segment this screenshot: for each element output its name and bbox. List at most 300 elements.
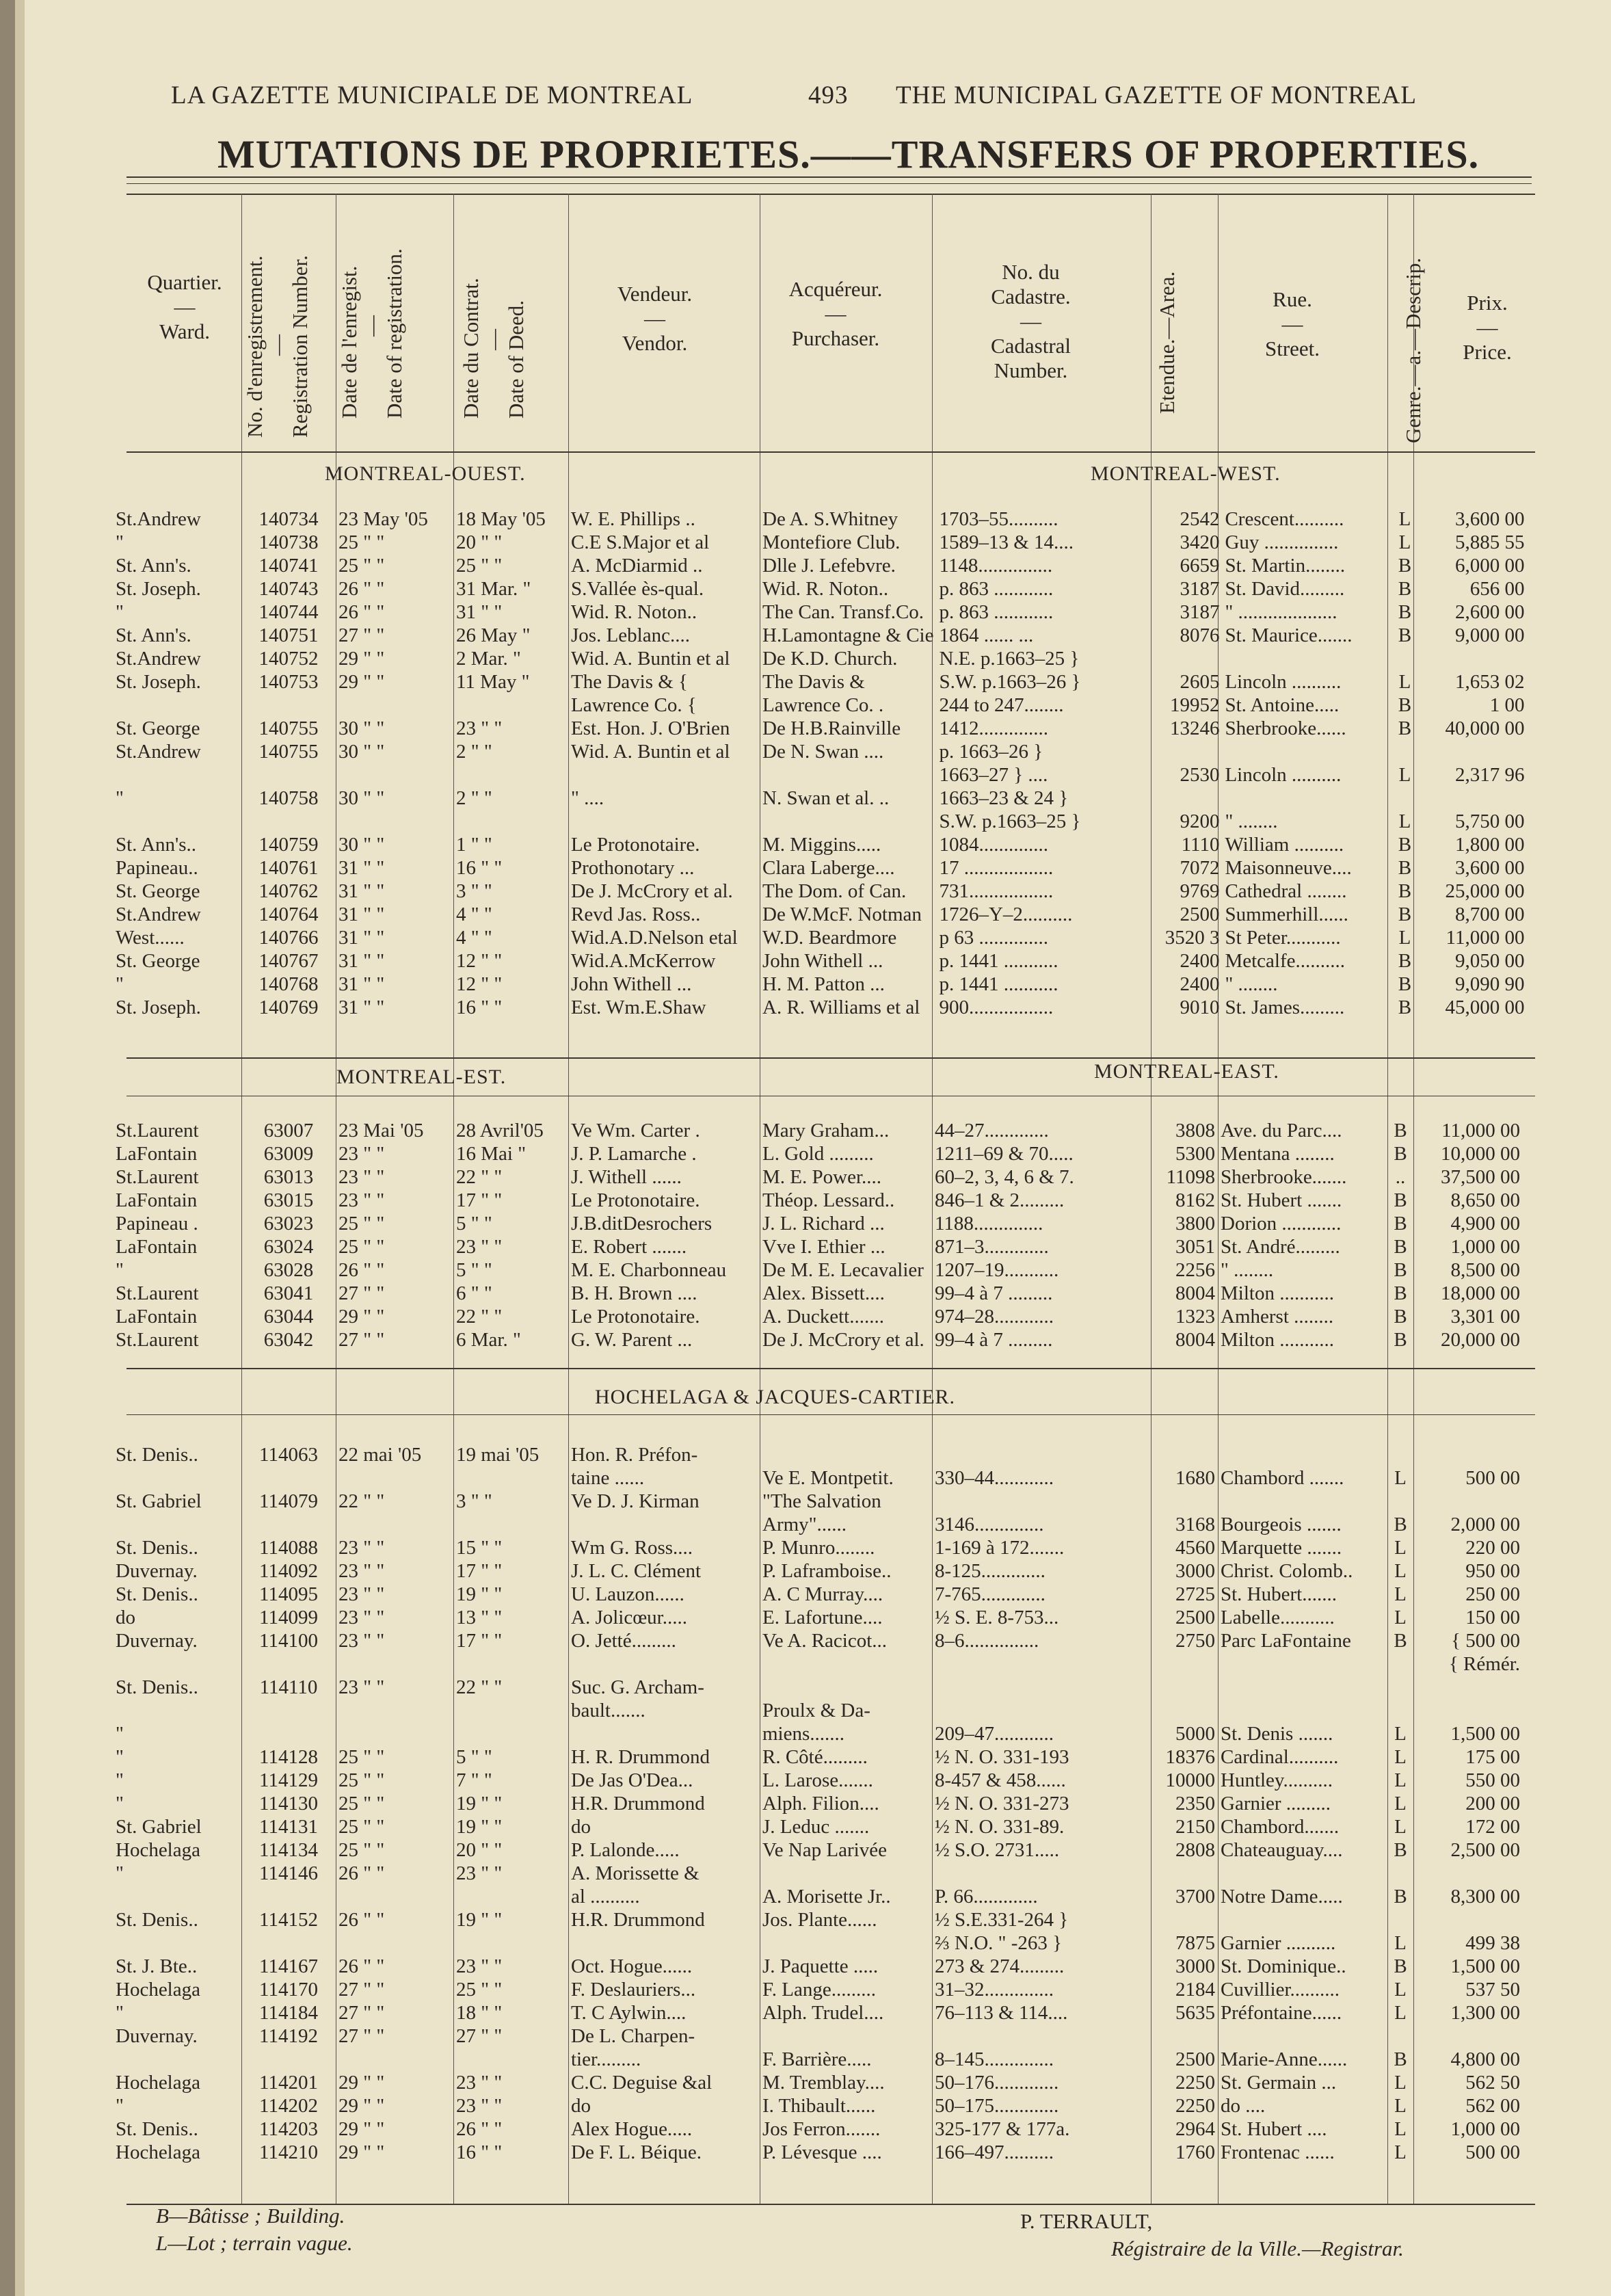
cell-purchaser [760,1931,932,1955]
cell-area [1155,740,1222,763]
cell-area: 5635 [1175,2002,1215,2024]
cell-deed-date: 25 " " [456,555,503,577]
cell-ward: " [116,1259,124,1281]
cell-reg-date: 26 " " [338,1909,385,1931]
cell-street [1218,1652,1387,1676]
cell-vendor: J. P. Lamarche . [571,1143,697,1165]
cell-purchaser: N. Swan et al. .. [762,787,890,809]
col-purchaser-fr: Acquéreur. [788,277,883,301]
cell-price: 220 00 [1465,1537,1520,1559]
col-purchaser-dash: — [825,302,847,326]
cell-reg-no: 140759 [258,834,319,856]
table-row [113,1769,1523,1792]
cell-street: Huntley.......... [1221,1769,1333,1791]
cell-descr: B [1394,1120,1407,1142]
cell-descr: B [1398,857,1412,879]
cell-area [1151,2024,1218,2048]
table-row [113,1282,1523,1305]
cell-reg-date: 31 " " [338,997,385,1018]
col-deeddate-en: Date of Deed. [504,300,528,419]
cell-reg-no [241,1513,336,1536]
cell-ward: St.Andrew [116,648,201,670]
cell-cadastre: 1148............... [939,555,1053,577]
cell-vendor: J.B.ditDesrochers [571,1213,713,1235]
cell-vendor: De F. L. Béique. [571,2141,702,2163]
cell-street: St. Maurice....... [1225,624,1353,646]
cell-street: Chambord ....... [1221,1467,1344,1489]
cell-deed-date: 1 " " [456,834,492,856]
table-row [113,833,1527,856]
cell-descr: L [1394,1979,1407,2001]
cell-reg-no: 63013 [263,1166,314,1188]
cell-vendor: H.R. Drummond [571,1909,705,1931]
cell-area: 2808 [1175,1839,1215,1861]
col-cadastre-3: Cadastral [990,334,1071,358]
cell-reg-date: 23 " " [338,1676,385,1698]
cell-reg-date: 29 " " [338,2141,385,2163]
cell-ward: " [116,787,124,809]
cell-deed-date: 23 " " [456,1955,503,1977]
cell-vendor: A. McDiarmid .. [571,555,703,577]
cell-deed-date: 19 " " [456,1909,503,1931]
cell-ward: " [116,1746,124,1768]
table-row [113,810,1527,833]
cell-street: Mentana ........ [1221,1143,1335,1165]
cell-street: do .... [1221,2095,1266,2117]
cell-area [1151,1699,1218,1722]
cell-deed-date: 23 " " [456,2072,503,2094]
table-row [113,1838,1523,1862]
section-west-label-fr: MONTREAL-OUEST. [325,462,526,485]
cell-reg-no: 140741 [258,555,319,577]
cell-price: 550 00 [1465,1769,1520,1791]
cell-purchaser: The Can. Transf.Co. [762,601,924,623]
cell-cadastre: ⅔ N.O. " -263 } [935,1932,1063,1954]
cell-cadastre: ½ S.E.331-264 } [935,1909,1069,1931]
cell-reg-no: 114202 [259,2095,318,2117]
cell-reg-date: 25 " " [338,531,385,553]
cell-cadastre: p. 1663–26 } [939,741,1043,763]
cell-cadastre: 44–27............. [935,1120,1049,1142]
cell-price: 500 00 [1465,1467,1520,1489]
cell-ward: St. Gabriel [116,1490,202,1512]
cell-street [1218,1862,1387,1885]
cell-street: Christ. Colomb.. [1221,1560,1353,1582]
cell-reg-no: 140734 [258,508,319,530]
cell-purchaser [760,810,936,833]
title-rule-thin [127,183,1532,184]
cell-ward: St. George [116,717,200,739]
cell-reg-no: 140752 [258,648,319,670]
cell-price: 499 38 [1465,1932,1520,1954]
cell-street [1222,787,1392,810]
cell-cadastre: p. 863 ............ [939,601,1054,623]
cell-descr: B [1394,1143,1407,1165]
cell-purchaser: Ve E. Montpetit. [762,1467,894,1489]
table-row [113,763,1527,787]
cell-reg-no: 114095 [259,1583,318,1605]
cell-ward: St. J. Bte.. [116,1955,198,1977]
cell-deed-date: 23 " " [456,717,503,739]
cell-purchaser: Jos. Plante...... [762,1909,877,1931]
cell-ward: LaFontain [116,1306,198,1328]
cell-price: 250 00 [1465,1583,1520,1605]
cell-vendor: F. Deslauriers... [571,1979,696,2001]
cell-reg-date [336,1652,453,1676]
cell-descr: B [1394,1886,1407,1908]
cell-reg-no: 114063 [259,1444,318,1466]
cell-cadastre: 8-457 & 458...... [935,1769,1066,1791]
cell-descr: L [1394,1769,1407,1791]
cell-purchaser: P. Laframboise.. [762,1560,892,1582]
cell-purchaser: De J. McCrory et al. [762,1329,924,1351]
cell-cadastre: 7-765............. [935,1583,1046,1605]
cell-reg-date: 31 " " [338,927,385,949]
cell-deed-date [453,1652,568,1676]
cell-street [1222,647,1392,670]
col-vendor-fr: Vendeur. [617,282,693,306]
cell-area: 2605 [1180,671,1220,693]
cell-ward: Duvernay. [116,2025,198,2047]
cell-street: St. David......... [1225,578,1345,600]
cell-reg-no: 140766 [258,927,319,949]
cell-reg-no: 114167 [259,1955,318,1977]
cell-purchaser: M. Tremblay.... [762,2072,885,2094]
cell-vendor: A. Morissette & [571,1862,700,1884]
cell-cadastre: N.E. p.1663–25 } [939,648,1080,670]
cell-area [1155,647,1222,670]
cell-cadastre [932,1699,1151,1722]
running-head-right: THE MUNICIPAL GAZETTE OF MONTREAL [896,81,1417,109]
cell-vendor: Le Protonotaire. [571,834,700,856]
cell-purchaser: F. Lange......... [762,1979,877,2001]
cell-area: 9200 [1180,810,1220,832]
table-row [113,1443,1523,1466]
cell-price: 175 00 [1465,1746,1520,1768]
cell-vendor [568,810,760,833]
cell-cadastre: 1084.............. [939,834,1048,856]
cell-cadastre: 17 .................. [939,857,1054,879]
cell-street: " .................... [1225,601,1337,623]
cell-vendor: The Davis & { [571,671,688,693]
cell-reg-date: 30 " " [338,717,385,739]
table-row [113,670,1527,694]
cell-area: 3187 [1180,578,1220,600]
cell-reg-date: 25 " " [338,1236,385,1258]
cell-area: 3520 3 [1164,927,1220,949]
cell-cadastre: 31–32.............. [935,1979,1054,2001]
cell-area: 2725 [1175,1583,1215,1605]
cell-ward: " [116,2095,124,2117]
west-transfers-table [113,507,1527,1019]
cell-reg-no: 114210 [259,2141,318,2163]
cell-area: 19952 [1169,694,1220,716]
cell-descr: B [1398,903,1412,925]
cell-price: 6,000 00 [1454,555,1525,577]
cell-reg-date: 22 mai '05 [338,1444,422,1466]
table-row [113,1955,1523,1978]
cell-deed-date [453,694,568,717]
section-hochelaga-rule [127,1414,1535,1415]
cell-cadastre: P. 66............. [935,1886,1038,1908]
cell-vendor: Est. Wm.E.Shaw [571,997,706,1018]
cell-area: 2250 [1175,2072,1215,2094]
cell-reg-no: 114134 [259,1839,318,1861]
cell-deed-date: 16 Mai " [456,1143,527,1165]
cell-reg-no: 114184 [259,2002,318,2024]
cell-descr: B [1394,1259,1407,1281]
cell-descr: L [1394,1467,1407,1489]
cell-street: Dorion ............ [1221,1213,1342,1235]
cell-ward: St. Joseph. [116,997,201,1018]
cell-deed-date [453,1699,568,1722]
table-row [113,1490,1523,1513]
cell-ward: " [116,1793,124,1815]
cell-descr: L [1394,2141,1407,2163]
cell-area: 3420 [1180,531,1220,553]
col-price-en: Price. [1463,340,1512,364]
cell-street: Préfontaine...... [1221,2002,1342,2024]
cell-reg-no [241,1466,336,1490]
cell-reg-no: 140762 [258,880,319,902]
table-row [113,1699,1523,1722]
table-row [113,577,1527,601]
cell-purchaser: Army"...... [762,1514,847,1535]
cell-area [1151,1490,1218,1513]
cell-ward: Duvernay. [116,1560,198,1582]
cell-reg-no: 140743 [258,578,319,600]
cell-vendor: E. Robert ....... [571,1236,687,1258]
col-cadastre-2: Cadastre. [991,285,1071,308]
cell-area: 2150 [1175,1816,1215,1838]
table-row [113,1722,1523,1745]
signature-name: P. TERRAULT, [1020,2209,1153,2233]
cell-reg-date: 23 " " [338,1560,385,1582]
cell-price: 3,600 00 [1454,508,1525,530]
cell-deed-date: 20 " " [456,531,503,553]
cell-reg-no [241,1699,336,1722]
cell-price [1413,1908,1523,1931]
cell-reg-no: 63044 [263,1306,314,1328]
cell-deed-date: 2 " " [456,741,492,763]
table-row [113,1908,1523,1931]
cell-deed-date: 12 " " [456,973,503,995]
cell-descr: L [1394,1560,1407,1582]
cell-purchaser: H.Lamontagne & Cie [762,624,934,646]
cell-deed-date: 12 " " [456,950,503,972]
cell-vendor: Ve Wm. Carter . [571,1120,700,1142]
cell-vendor: Wid. R. Noton.. [571,601,697,623]
cell-deed-date: 11 May " [456,671,530,693]
cell-descr: B [1398,973,1412,995]
cell-street: Sherbrooke....... [1221,1166,1347,1188]
table-row [113,1931,1523,1955]
cell-reg-date: 29 " " [338,2118,385,2140]
cell-price: 9,050 00 [1454,950,1525,972]
table-row [113,1652,1523,1676]
cell-price: 2,000 00 [1450,1514,1520,1535]
cell-price: { 500 00 [1451,1630,1520,1652]
col-cadastre-dash: — [1020,309,1041,333]
cell-area: 4560 [1175,1537,1215,1559]
cell-area: 3168 [1175,1514,1215,1535]
cell-vendor: De J. McCrory et al. [571,880,733,902]
cell-vendor: Le Protonotaire. [571,1306,700,1328]
col-ward-fr: Quartier. [147,270,222,294]
cell-street: Summerhill...... [1225,903,1348,925]
cell-descr [1387,1676,1413,1699]
section-east-label-fr: MONTREAL-EST. [336,1066,507,1088]
cell-reg-no: 63023 [263,1213,314,1235]
cell-reg-date: 31 " " [338,880,385,902]
cell-vendor [568,1931,760,1955]
cell-deed-date [453,763,568,787]
cell-vendor: Hon. R. Préfon- [571,1444,698,1466]
cell-ward: West...... [116,927,185,949]
cell-descr: B [1394,1329,1407,1351]
cell-descr: L [1394,1723,1407,1745]
cell-reg-no: 114152 [259,1909,318,1931]
table-row [113,1212,1523,1235]
cell-reg-date: 27 " " [338,1979,385,2001]
cell-purchaser: Théop. Lessard.. [762,1189,895,1211]
cell-vendor: C.C. Deguise &al [571,2072,713,2094]
cell-deed-date: 31 " " [456,601,503,623]
cell-ward: " [116,531,124,553]
table-row [113,2141,1523,2164]
cell-price [1413,1490,1523,1513]
cell-ward [113,1885,241,1908]
cell-street: St. Dominique.. [1221,1955,1346,1977]
cell-reg-no: 140755 [258,741,319,763]
cell-reg-no [241,2048,336,2071]
col-vendor-en: Vendor. [622,331,688,355]
table-row [113,1328,1523,1351]
cell-ward: St.Laurent [116,1282,199,1304]
table-row [113,996,1527,1019]
cell-reg-date: 29 " " [338,2072,385,2094]
cell-reg-date: 29 " " [338,648,385,670]
cell-ward [113,694,241,717]
cell-street [1218,1699,1387,1722]
table-row [113,2024,1523,2048]
cell-deed-date: 23 " " [456,1862,503,1884]
cell-descr: B [1398,717,1412,739]
cell-ward: " [116,973,124,995]
cell-reg-no: 140767 [258,950,319,972]
cell-reg-date: 30 " " [338,787,385,809]
table-row [113,1305,1523,1328]
col-street-en: Street. [1264,337,1320,360]
cell-area: 3187 [1180,601,1220,623]
cell-cadastre: p 63 .............. [939,927,1048,949]
cell-price: 11,000 00 [1441,1120,1520,1142]
cell-ward: St. Ann's.. [116,834,197,856]
cell-price: 537 50 [1465,1979,1520,2001]
cell-deed-date: 17 " " [456,1189,503,1211]
cell-price [1417,740,1527,763]
cell-price [1417,647,1527,670]
col-regdate-dash: — [360,315,384,337]
cell-ward: St. Ann's. [116,624,191,646]
cell-street: Lincoln .......... [1225,671,1342,693]
cell-descr: L [1394,2118,1407,2140]
table-row [113,694,1527,717]
col-street-fr: Rue. [1273,287,1312,311]
cell-deed-date: 19 " " [456,1793,503,1815]
cell-area [1151,1676,1218,1699]
cell-purchaser: I. Thibault...... [762,2095,876,2117]
cell-deed-date: 15 " " [456,1537,503,1559]
col-street-dash: — [1281,312,1303,336]
cell-deed-date: 4 " " [456,927,492,949]
table-row [113,949,1527,973]
cell-street: Marquette ....... [1221,1537,1342,1559]
cell-purchaser: Proulx & Da- [762,1700,870,1721]
cell-ward: St.Andrew [116,508,201,530]
page-title: MUTATIONS DE PROPRIETES.——TRANSFERS OF PROPERTIES. [217,132,1480,176]
table-row [113,903,1527,926]
cell-area: 3700 [1175,1886,1215,1908]
table-row [113,554,1527,577]
cell-cadastre: ½ N. O. 331-273 [935,1793,1069,1815]
cell-purchaser: Jos Ferron....... [762,2118,881,2140]
cell-ward: St. Denis.. [116,2118,198,2140]
cell-descr: B [1398,880,1412,902]
cell-area: 13246 [1169,717,1220,739]
cell-area: 7072 [1180,857,1220,879]
cell-ward: LaFontain [116,1189,198,1211]
cell-reg-date: 26 " " [338,601,385,623]
cell-descr: L [1398,764,1411,786]
cell-area: 18376 [1165,1746,1215,1768]
cell-purchaser: J. Leduc ....... [762,1816,870,1838]
cell-reg-date: 23 " " [338,1143,385,1165]
cell-descr: L [1394,1746,1407,1768]
table-row [113,2071,1523,2094]
cell-reg-date: 25 " " [338,1839,385,1861]
cell-deed-date [453,1885,568,1908]
cell-price: 11,000 00 [1446,927,1525,949]
cell-descr: B [1398,950,1412,972]
cell-vendor: M. E. Charbonneau [571,1259,727,1281]
cell-price: 1,800 00 [1454,834,1525,856]
cell-area: 2500 [1175,2048,1215,2070]
cell-reg-no: 114192 [259,2025,318,2047]
cell-purchaser: H. M. Patton ... [762,973,885,995]
cell-purchaser: Lawrence Co. . [762,694,884,716]
table-row [113,2048,1523,2071]
cell-descr: B [1398,997,1412,1018]
cell-vendor: Alex Hogue..... [571,2118,693,2140]
cell-price: 8,700 00 [1454,903,1525,925]
table-row [113,1606,1523,1629]
cell-price [1413,2024,1523,2048]
cell-purchaser: "The Salvation [762,1490,881,1512]
col-price-fr: Prix. [1467,291,1508,315]
cell-reg-no [241,694,336,717]
cell-purchaser: Alex. Bissett.... [762,1282,885,1304]
cell-cadastre: 974–28............ [935,1306,1054,1328]
section-rule-1 [127,1057,1535,1059]
cell-reg-no: 140761 [258,857,319,879]
cell-area: 8076 [1180,624,1220,646]
col-descr-label: Genre.—a.—Descrip. [1401,257,1425,443]
col-price-dash: — [1476,315,1498,339]
cell-reg-no [241,810,336,833]
cell-area: 1323 [1175,1306,1215,1328]
cell-cadastre: 1211–69 & 70..... [935,1143,1074,1165]
